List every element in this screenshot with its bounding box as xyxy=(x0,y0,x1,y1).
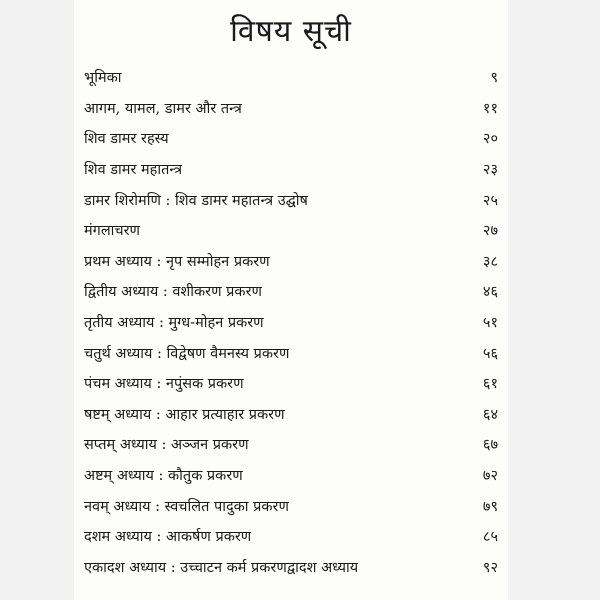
page-title: विषय सूची xyxy=(230,14,352,49)
toc-entry-title: नवम् अध्याय : स्वचलित पादुका प्रकरण xyxy=(84,498,289,515)
toc-entry xyxy=(84,215,498,246)
toc-entry-page: ६७ xyxy=(482,437,498,454)
toc-entry-page: २७ xyxy=(482,223,498,240)
toc-entry xyxy=(84,460,498,491)
toc-entry-page: ९२ xyxy=(482,559,498,576)
toc-entry-title: षष्टम् अध्याय : आहार प्रत्याहार प्रकरण xyxy=(84,406,285,423)
left-margin xyxy=(0,0,74,600)
toc-entry-title: शिव डामर रहस्य xyxy=(84,131,169,148)
toc-entry-title: एकादश अध्याय : उच्चाटन कर्म प्रकरणद्वादश अध्याय xyxy=(84,559,359,576)
toc-entry xyxy=(84,276,498,307)
toc-entry-title: तृतीय अध्याय : मुग्ध-मोहन प्रकरण xyxy=(84,315,264,332)
toc-entry-title: सप्तम् अध्याय : अञ्जन प्रकरण xyxy=(84,437,249,454)
toc-entry-title: दशम अध्याय : आकर्षण प्रकरण xyxy=(84,529,252,546)
toc-entry-page: ११ xyxy=(482,100,498,117)
toc-entry xyxy=(84,521,498,552)
document-page xyxy=(74,0,508,600)
toc-entry xyxy=(84,184,498,215)
toc-entry-title: अष्टम् अध्याय : कौतुक प्रकरण xyxy=(84,468,243,485)
toc-entry xyxy=(84,429,498,460)
toc-entry-title: शिव डामर महातन्त्र xyxy=(84,162,183,179)
toc-entry-title: डामर शिरोमणि : शिव डामर महातन्त्र उद्घोष xyxy=(84,192,308,209)
toc-entry-page: ७९ xyxy=(482,498,498,515)
toc-entry xyxy=(84,399,498,430)
toc-entry-title: द्वितीय अध्याय : वशीकरण प्रकरण xyxy=(84,284,262,301)
toc-entry-title: आगम, यामल, डामर और तन्त्र xyxy=(84,100,242,117)
toc-entry-page: ८५ xyxy=(482,529,498,546)
right-margin xyxy=(508,0,600,600)
toc-entry-page: ४६ xyxy=(482,284,498,301)
toc-entry-title: पंचम अध्याय : नपुंसक प्रकरण xyxy=(84,376,244,393)
toc-entry-title: चतुर्थ अध्याय : विद्वेषण वैमनस्य प्रकरण xyxy=(84,345,290,362)
toc-entry xyxy=(84,246,498,277)
toc-entry xyxy=(84,307,498,338)
toc-entry-title: भूमिका xyxy=(84,70,122,87)
toc-entry xyxy=(84,154,498,185)
toc-entry xyxy=(84,552,498,583)
toc-entry-title: प्रथम अध्याय : नृप सम्मोहन प्रकरण xyxy=(84,253,270,270)
toc-entry-page: २५ xyxy=(482,192,498,209)
toc-entry-page: ९ xyxy=(490,70,498,87)
toc-entry-page: ५१ xyxy=(482,315,498,332)
toc-entry xyxy=(84,337,498,368)
toc-entry xyxy=(84,490,498,521)
toc-entry-page: ७२ xyxy=(482,468,498,485)
toc-entry xyxy=(84,93,498,124)
toc-entry-page: ५६ xyxy=(482,345,498,362)
toc-entry xyxy=(84,62,498,93)
toc-entry-page: ६१ xyxy=(482,376,498,393)
toc-entry-title: मंगलाचरण xyxy=(84,223,141,240)
toc-entry-page: २० xyxy=(482,131,498,148)
toc-entry-page: २३ xyxy=(482,162,498,179)
table-of-contents xyxy=(84,62,498,582)
toc-entry xyxy=(84,368,498,399)
toc-entry-page: ३८ xyxy=(482,253,498,270)
toc-entry xyxy=(84,123,498,154)
toc-entry-page: ६४ xyxy=(482,406,498,423)
